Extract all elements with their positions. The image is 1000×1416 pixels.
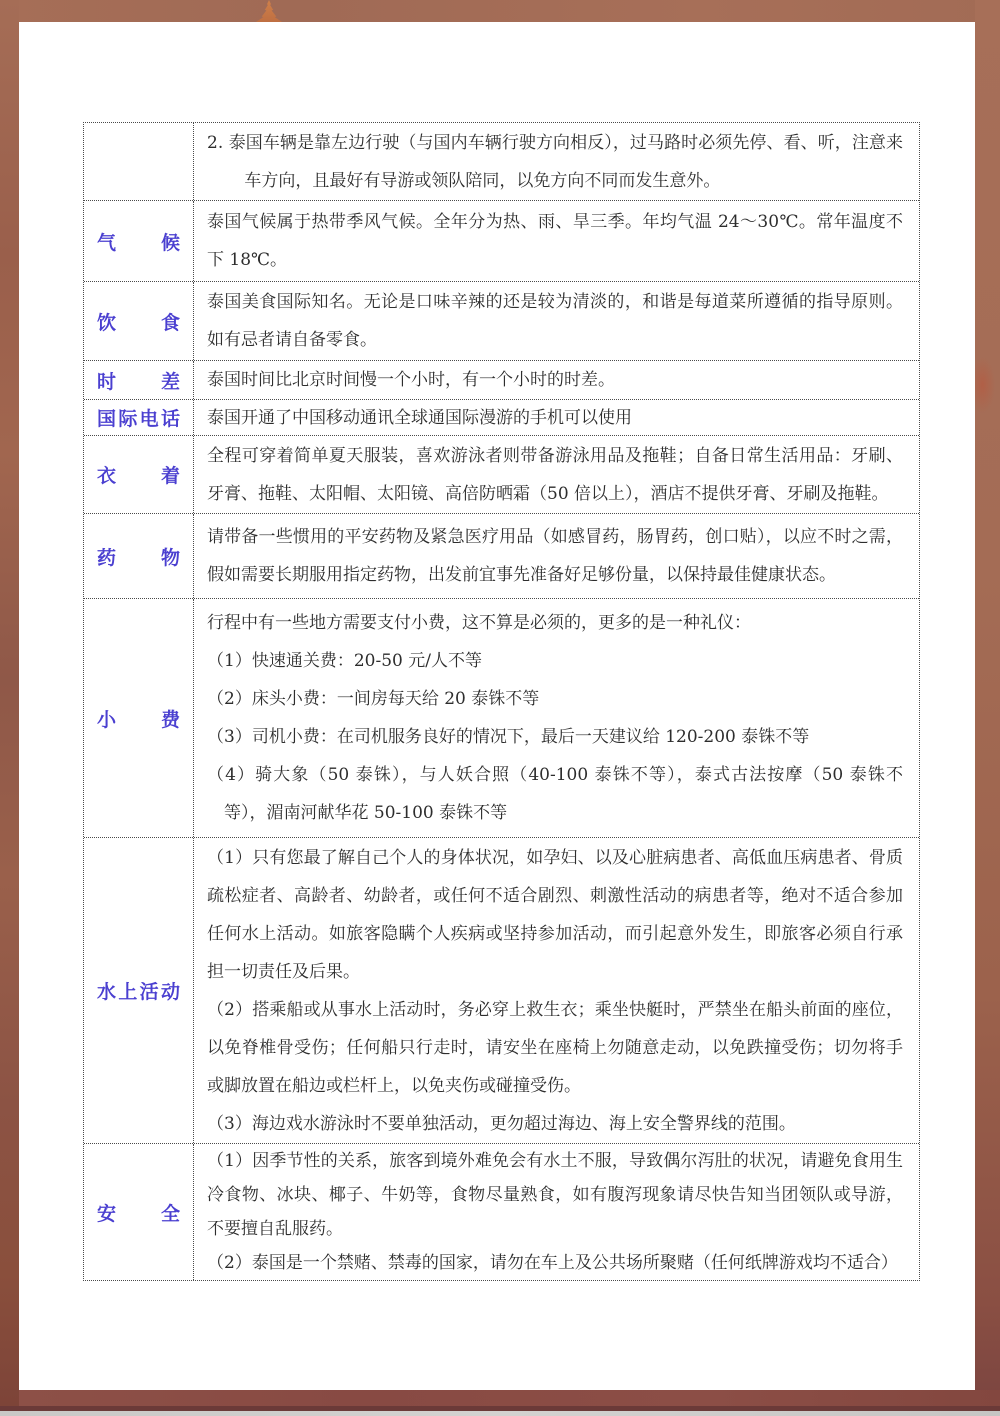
paragraph: 全程可穿着简单夏天服装，喜欢游泳者则带备游泳用品及拖鞋；自备日常生活用品：牙刷、牙膏、拖鞋、太阳帽、太阳镜、高倍防晒霜（50 倍以上），酒店不提供牙膏、牙刷及拖鞋。 [207, 445, 903, 504]
paragraph: （3）海边戏水游泳时不要单独活动，更勿超过海边、海上安全警界线的范围。 [207, 1113, 796, 1134]
table-row [84, 123, 919, 200]
label-char: 费 [160, 708, 180, 731]
paragraph: 行程中有一些地方需要支付小费，这不算是必须的，更多的是一种礼仪： [207, 613, 751, 633]
label-char: 上 [118, 981, 138, 1003]
row-content [194, 361, 919, 399]
label-char: 物 [160, 546, 180, 569]
paragraph: 泰国开通了中国移动通讯全球通国际漫游的手机可以使用 [207, 407, 632, 428]
row-label [84, 123, 194, 200]
document-page [19, 22, 975, 1390]
frame-right-band [975, 0, 1000, 1416]
table-row [84, 281, 919, 360]
row-content [194, 123, 919, 200]
row-label-text [97, 461, 180, 488]
label-char: 动 [160, 981, 180, 1003]
row-label [84, 436, 194, 513]
row-content [194, 599, 919, 837]
paragraph: （4）骑大象（50 泰铢），与人妖合照（40-100 泰铢不等），泰式古法按摩（50 泰铢不等），湄南河献华花 50-100 泰铢不等 [207, 765, 903, 823]
table-row [84, 399, 919, 435]
travel-info-table [83, 122, 920, 1281]
label-char: 候 [160, 231, 180, 254]
row-content [194, 514, 919, 598]
label-char: 全 [160, 1202, 180, 1225]
table-row [84, 1143, 919, 1280]
frame-bottom-maroon-band [19, 1390, 1000, 1406]
label-char: 际 [118, 408, 138, 430]
row-label [84, 514, 194, 598]
row-label-text [97, 404, 180, 431]
paragraph: 请带备一些惯用的平安药物及紧急医疗用品（如感冒药，肠胃药，创口贴），以应不时之需，假如需要长期服用指定药物，出发前宜事先准备好足够份量，以保持最佳健康状态。 [207, 527, 903, 585]
label-char: 差 [160, 370, 180, 393]
paragraph: （2）泰国是一个禁赌、禁毒的国家，请勿在车上及公共场所聚赌（任何纸牌游戏均不适合） [207, 1253, 898, 1273]
label-char: 着 [160, 465, 180, 487]
paragraph: （1）快速通关费：20-50 元/人不等 [207, 651, 482, 671]
label-char: 时 [97, 370, 117, 393]
row-label [84, 201, 194, 281]
table-row [84, 837, 919, 1143]
table-row [84, 513, 919, 598]
label-char: 电 [139, 408, 159, 430]
table-row [84, 200, 919, 281]
frame-bottom-light-strip [0, 1411, 1000, 1416]
row-content [194, 838, 919, 1143]
label-char: 饮 [97, 311, 117, 334]
row-content [194, 400, 919, 435]
row-content [194, 282, 919, 360]
paragraph: 泰国时间比北京时间慢一个小时，有一个小时的时差。 [207, 370, 615, 390]
label-char: 安 [97, 1202, 117, 1225]
paragraph: （1）只有您最了解自己个人的身体状况，如孕妇、以及心脏病患者、高低血压病患者、骨质疏松症者、高龄者、幼龄者，或任何不适合剧烈、刺激性活动的病患者等，绝对不适合参加任何水上活动。如旅客隐瞒个人疾病或坚持参加活动，而引起意外发生，即旅客必须自行承担一切责任及后果。 [207, 847, 903, 982]
label-char: 话 [160, 408, 180, 430]
paragraph: （2）搭乘船或从事水上活动时，务必穿上救生衣；乘坐快艇时，严禁坐在船头前面的座位，以免脊椎骨受伤；任何船只行走时，请安坐在座椅上勿随意走动，以免跌撞受伤；切勿将手或脚放置在船边或栏杆上，以免夹伤或碰撞受伤。 [207, 999, 903, 1096]
row-content [194, 201, 919, 281]
label-char: 食 [160, 311, 180, 334]
frame-left-band [0, 0, 19, 1416]
row-label [84, 282, 194, 360]
table-row [84, 435, 919, 513]
label-char: 气 [97, 231, 117, 254]
row-label-text [97, 977, 180, 1004]
label-char: 药 [97, 546, 117, 569]
paragraph: 泰国美食国际知名。无论是口味辛辣的还是较为清淡的，和谐是每道菜所遵循的指导原则。如有忌者请自备零食。 [207, 292, 903, 350]
row-label [84, 599, 194, 837]
paragraph: 泰国气候属于热带季风气候。全年分为热、雨、旱三季。年均气温 24～30℃。常年温度不下 18℃。 [207, 212, 903, 270]
row-label-text [97, 543, 180, 570]
table-row [84, 598, 919, 837]
label-char: 活 [139, 981, 159, 1003]
paragraph: （3）司机小费：在司机服务良好的情况下，最后一天建议给 120-200 泰铢不等 [207, 727, 810, 747]
paragraph: 2. 泰国车辆是靠左边行驶（与国内车辆行驶方向相反），过马路时必须先停、看、听，注意来车方向，且最好有导游或领队陪同，以免方向不同而发生意外。 [207, 132, 903, 191]
row-label-text [97, 228, 180, 255]
row-label [84, 1144, 194, 1280]
frame-top-band [0, 0, 1000, 22]
paragraph: （2）床头小费：一间房每天给 20 泰铢不等 [207, 689, 540, 709]
table-row [84, 360, 919, 399]
row-content [194, 436, 919, 513]
label-char: 衣 [97, 465, 117, 487]
paragraph: （1）因季节性的关系，旅客到境外难免会有水土不服，导致偶尔泻肚的状况，请避免食用生冷食物、冰块、椰子、牛奶等，食物尽量熟食，如有腹泻现象请尽快告知当团领队或导游，不要擅自乱服药。 [207, 1151, 903, 1239]
row-label [84, 361, 194, 399]
label-char: 小 [97, 708, 117, 731]
label-char: 水 [97, 981, 117, 1003]
row-label-text [97, 367, 180, 394]
row-label-text [97, 705, 180, 732]
row-label-text [97, 308, 180, 335]
row-content [194, 1144, 919, 1280]
row-label [84, 838, 194, 1143]
label-char: 国 [97, 408, 117, 430]
row-label-text [97, 1199, 180, 1226]
row-label [84, 400, 194, 435]
